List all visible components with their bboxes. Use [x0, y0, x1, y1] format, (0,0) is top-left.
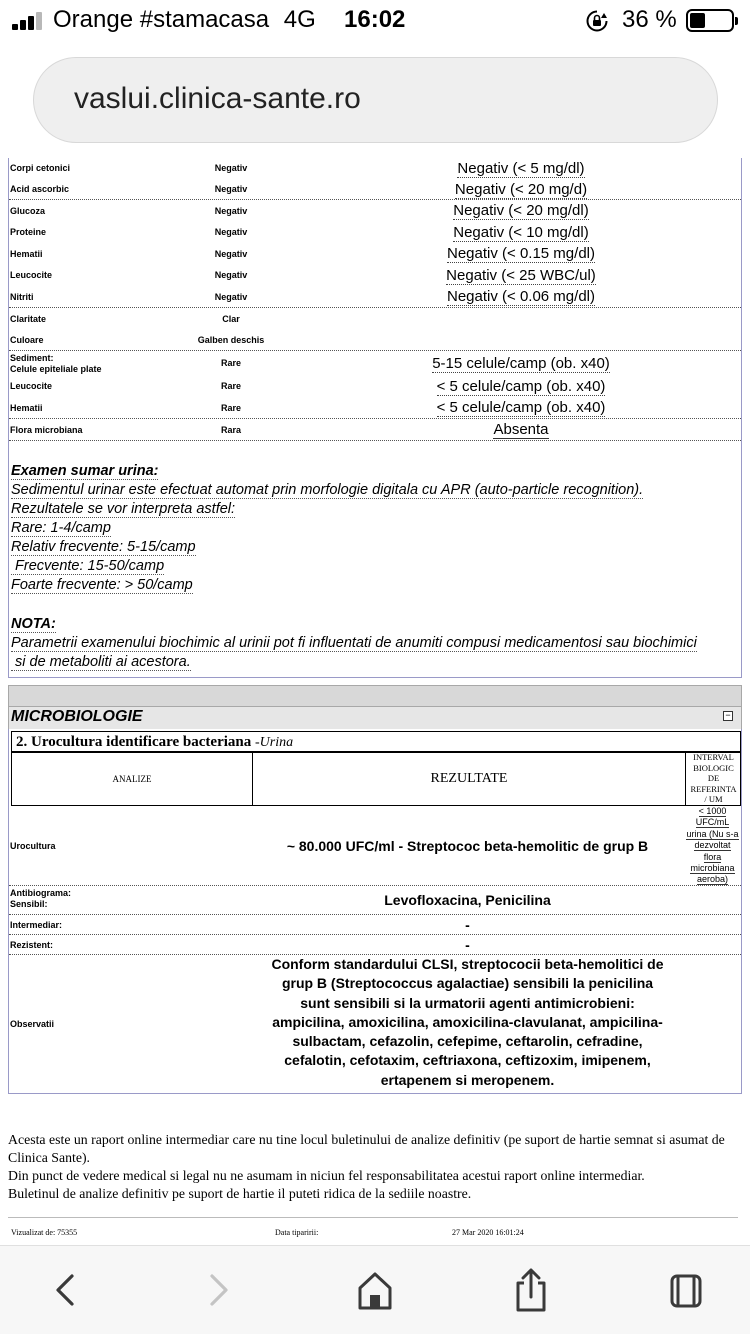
reference-text: Negativ (< 0.15 mg/dl): [447, 245, 595, 262]
network-type: 4G: [283, 6, 316, 33]
reference-line-text: < 1000: [698, 806, 727, 816]
viewed-by: Vizualizat de: 75355: [11, 1228, 78, 1237]
reference-line: [684, 863, 741, 874]
carrier-name: Orange #stamacasa: [53, 6, 270, 33]
row-reference: [401, 399, 641, 416]
notes-line: [11, 481, 643, 500]
row-label: Leucocite: [10, 381, 53, 391]
notes-title-text: Examen sumar urina:: [11, 463, 159, 479]
row-value: Galben deschis: [197, 335, 265, 345]
row-sublabel: Celule epiteliale plate: [10, 364, 102, 374]
status-time: 16:02: [344, 6, 406, 33]
reference-text: Negativ (< 5 mg/dl): [457, 159, 585, 177]
status-bar: [0, 0, 750, 42]
row-reference: [401, 267, 641, 284]
row-value: Negativ: [214, 163, 248, 173]
observations-line: ampicilina, amoxicilina, amoxicilina-clavulanat, ampicilina-: [272, 1013, 663, 1030]
notes-line: [11, 519, 111, 538]
reference-line: [684, 874, 741, 885]
url-text[interactable]: vaslui.clinica-sante.ro: [74, 82, 361, 115]
row-reference: [401, 378, 641, 395]
row-label: Antibiograma:: [10, 888, 72, 898]
row-reference: [401, 245, 641, 262]
reference-header-line: / UM: [704, 794, 723, 805]
reference-line-text: dezvoltat: [694, 840, 731, 851]
row-reference: [684, 806, 741, 886]
row-value: Negativ: [214, 184, 248, 194]
reference-line: [684, 852, 741, 863]
reference-text: Negativ (< 0.06 mg/dl): [447, 288, 595, 305]
urine-results-table: [8, 158, 742, 678]
row-value: Rare: [220, 402, 241, 413]
specimen-type: -Urina: [255, 735, 294, 750]
column-header-results: REZULTATE: [253, 752, 686, 805]
microbiology-row: [9, 955, 741, 1093]
observations-line: cefalotin, cefotaxim, ceftriaxona, ceftizoxim, imipenem,: [284, 1052, 651, 1069]
reference-line: [684, 829, 741, 840]
reference-text: Absenta: [493, 421, 549, 438]
row-value: Rare: [220, 381, 241, 391]
forward-icon[interactable]: [200, 1268, 240, 1312]
notes-title: [11, 462, 158, 481]
notes-line-text: Rare: 1-4/camp: [11, 520, 111, 536]
microbiology-row: [9, 806, 741, 886]
column-header-analyses: ANALIZE: [12, 752, 253, 805]
table-row: [9, 222, 741, 243]
row-label: Claritate: [10, 313, 47, 324]
row-value: Rara: [220, 424, 241, 435]
test-title: [11, 731, 741, 753]
row-label: Hematii: [10, 248, 43, 259]
row-label: Acid ascorbic: [10, 184, 70, 194]
notes-line-text: Foarte frecvente: > 50/camp: [11, 577, 193, 593]
table-row: [9, 265, 741, 286]
notes-line: [11, 500, 235, 519]
row-reference: [401, 224, 641, 241]
row-reference: [401, 160, 641, 177]
tabs-icon[interactable]: [666, 1268, 706, 1312]
table-row: [9, 351, 741, 376]
row-value: Clar: [222, 313, 240, 324]
row-value: Levofloxacina, Penicilina: [384, 892, 551, 908]
microbiology-row: [9, 915, 741, 935]
row-value: Negativ: [214, 291, 248, 302]
signal-strength-icon: [12, 12, 48, 30]
nota-line-text: si de metaboliti ai acestora.: [11, 654, 191, 670]
row-value: -: [465, 936, 470, 953]
row-value: Negativ: [214, 205, 248, 216]
table-row: [9, 286, 741, 308]
share-icon[interactable]: [511, 1268, 551, 1312]
row-label: Rezistent:: [10, 939, 54, 950]
reference-header-line: BIOLOGIC: [693, 762, 734, 773]
observations-line: grup B (Streptococcus agalactiae) sensibili la penicilina: [281, 975, 654, 992]
table-row: [9, 308, 741, 330]
section-divider: [8, 685, 742, 707]
reference-text: 5-15 celule/camp (ob. x40): [432, 354, 610, 372]
row-value: Negativ: [214, 248, 248, 259]
print-date-label: Data tiparirii:: [275, 1228, 319, 1237]
row-label: Hematii: [10, 402, 43, 413]
table-row: [9, 397, 741, 419]
notes-line-text: Rezultatele se vor interpreta astfel:: [11, 501, 236, 517]
table-row: [9, 419, 741, 441]
reference-line-text: aeroba): [696, 874, 729, 885]
home-icon[interactable]: [355, 1268, 395, 1312]
row-value: Negativ: [214, 270, 248, 280]
observations-line: Conform standardului CLSI, streptococii beta-hemolitici de: [271, 956, 664, 972]
reference-header-line: REFERINTA: [690, 783, 737, 794]
footer-divider: [8, 1217, 738, 1218]
carrier-label: [53, 6, 316, 34]
reference-line-text: microbiana: [690, 863, 735, 874]
nota-line-text: Parametrii examenului biochimic al urinii pot fi influentati de anumiti compusi medicamentosi sau biochimici: [11, 635, 697, 651]
notes-line: [11, 557, 164, 576]
row-label: Glucoza: [10, 205, 46, 216]
battery-icon: [686, 9, 734, 32]
row-label: Intermediar:: [10, 919, 63, 930]
nota-title-text: NOTA:: [11, 616, 56, 632]
observations-line: ertapenem si meropenem.: [380, 1071, 555, 1088]
row-sublabel: Sensibil:: [10, 899, 48, 909]
microbiology-row: [9, 886, 741, 915]
row-label: Corpi cetonici: [10, 163, 71, 173]
notes-line-text: Frecvente: 15-50/camp: [11, 558, 165, 574]
table-row: [9, 243, 741, 265]
row-reference: [401, 421, 641, 438]
row-label: Culoare: [10, 335, 44, 345]
reference-line-text: flora: [703, 851, 722, 862]
reference-header-line: INTERVAL: [693, 752, 734, 763]
row-reference: [401, 355, 641, 372]
test-name: 2. Urocultura identificare bacteriana: [16, 734, 252, 750]
notes-line-text: Relativ frecvente: 5-15/camp: [11, 539, 196, 555]
reference-line-text: urina (Nu s-a: [686, 828, 739, 839]
browser-toolbar: [0, 1245, 750, 1334]
row-reference: [401, 288, 641, 305]
observations-line: sunt sensibili si la urmatorii agenti antimicrobieni:: [300, 994, 635, 1011]
microbiology-row: [9, 935, 741, 955]
notes-line: [11, 538, 196, 557]
table-row: [9, 179, 741, 200]
observations-text: [251, 955, 684, 1090]
battery-percent: 36 %: [622, 6, 677, 33]
row-label: Leucocite: [10, 270, 53, 280]
urocultura-panel: [8, 729, 742, 1094]
column-header-reference: [686, 752, 741, 805]
row-value: -: [465, 916, 470, 933]
row-value: ~ 80.000 UFC/ml - Streptococ beta-hemolitic de grup B: [286, 837, 649, 854]
print-date: 27 Mar 2020 16:01:24: [452, 1228, 524, 1237]
row-label: Urocultura: [10, 840, 56, 851]
microbiology-header: [8, 707, 742, 729]
reference-text: Negativ (< 25 WBC/ul): [446, 266, 596, 284]
reference-text: Negativ (< 10 mg/dl): [453, 223, 589, 241]
row-label: Flora microbiana: [10, 424, 83, 435]
nota-line: [11, 653, 191, 672]
table-row: [9, 330, 741, 351]
reference-line: [684, 840, 741, 851]
reference-text: Negativ (< 20 mg/d): [454, 180, 588, 198]
disclaimer: [8, 1131, 742, 1203]
table-row: [9, 200, 741, 222]
reference-line: [684, 817, 741, 828]
row-label: Observatii: [10, 1018, 55, 1029]
rotation-lock-icon: [585, 9, 609, 33]
collapse-icon[interactable]: −: [723, 711, 733, 721]
disclaimer-line: Acesta este un raport online intermediar care nu tine locul buletinului de analize definitiv (pe suport de hartie semnat si asumat de Clinica Sante).: [8, 1132, 725, 1165]
notes-line: [11, 576, 193, 595]
section-title: MICROBIOLOGIE: [11, 708, 143, 725]
table-row: [9, 158, 741, 179]
reference-text: Negativ (< 20 mg/dl): [453, 202, 589, 219]
disclaimer-line: Din punct de vedere medical si legal nu ne asumam in niciun fel responsabilitatea acestui raport online intermediar.: [8, 1168, 645, 1183]
reference-text: < 5 celule/camp (ob. x40): [436, 399, 606, 416]
disclaimer-line: Buletinul de analize definitiv pe suport de hartie il puteti ridica de la sediile noastre.: [8, 1186, 472, 1201]
back-icon[interactable]: [44, 1268, 84, 1312]
row-label: Nitriti: [10, 291, 34, 302]
results-header: [11, 751, 741, 806]
row-value: Negativ: [214, 227, 248, 237]
reference-header-line: DE: [707, 773, 720, 784]
row-label: Sediment:: [10, 353, 54, 363]
observations-line: sulbactam, cefazolin, cefepime, ceftarolin, cefradine,: [292, 1033, 643, 1050]
address-bar[interactable]: [33, 57, 718, 143]
row-reference: [401, 202, 641, 219]
reference-text: < 5 celule/camp (ob. x40): [436, 377, 606, 395]
row-value: Rare: [220, 358, 241, 368]
reference-line-text: UFC/mL: [695, 817, 730, 828]
nota-line: [11, 634, 697, 653]
reference-line: [684, 806, 741, 817]
table-row: [9, 376, 741, 397]
row-label: Proteine: [10, 227, 47, 237]
row-reference: [401, 181, 641, 198]
nota-title: [11, 615, 56, 634]
notes-line-text: Sedimentul urinar este efectuat automat prin morfologie digitala cu APR (auto-particle recognition).: [11, 482, 644, 498]
